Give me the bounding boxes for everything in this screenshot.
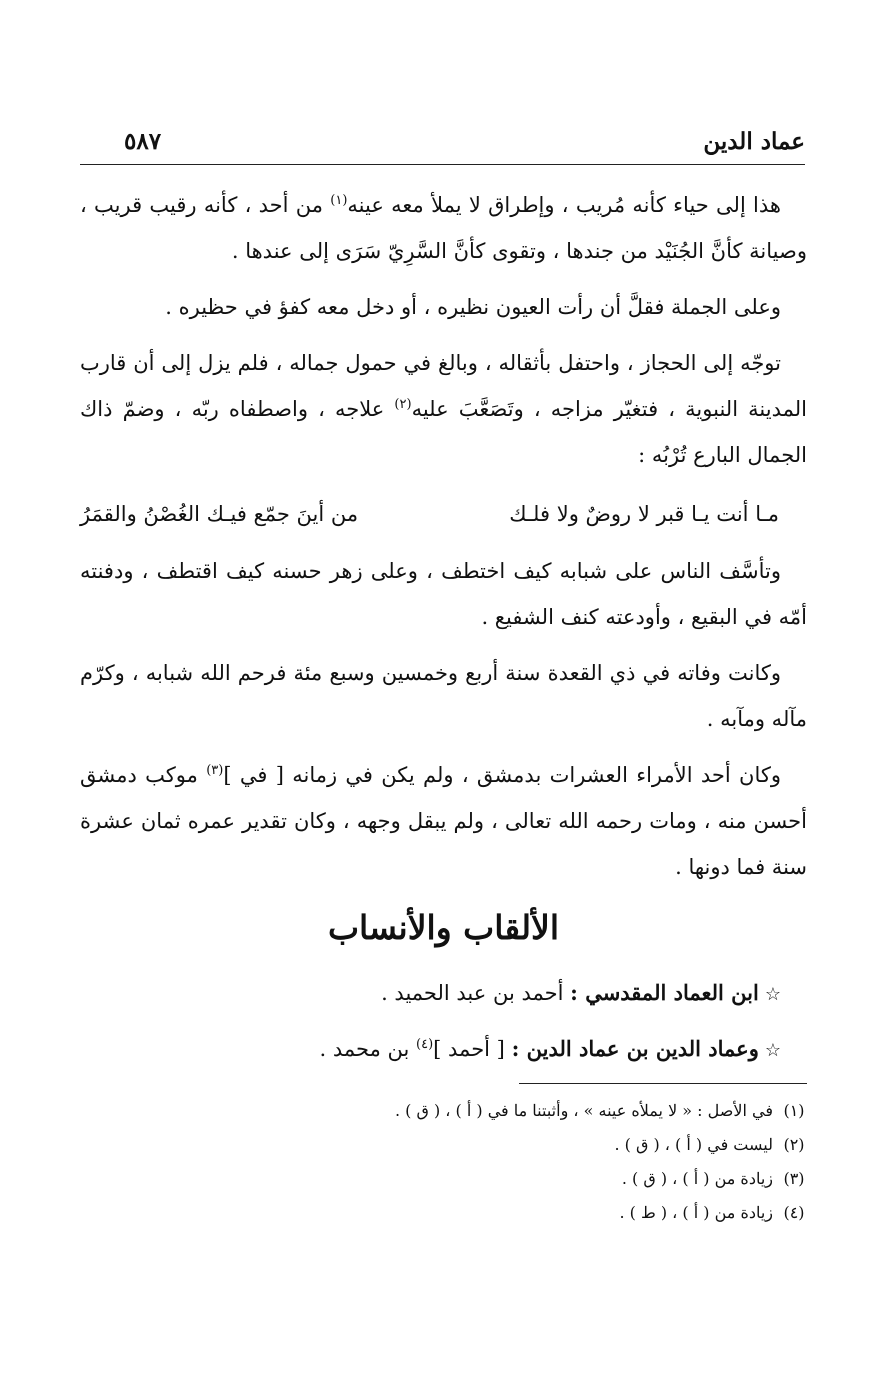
paragraph-6-text-continued: موكب دمشق أحسن منه ، ومات رحمه الله تعالى ، ولم يبقل وجهه ، وكان تقدير عمره ثمان عشرة سنة فما دونها . — [80, 763, 807, 879]
main-text — [80, 182, 807, 1078]
paragraph-3-text: توجّه إلى الحجاز ، واحتفل بأثقاله ، وبالغ في حمول جماله ، فلم يزل إلى أن قارب المدينة النبوية ، فتغيّر مزاجه ، وتَصَعَّبَ عليه — [80, 351, 807, 421]
entry-1-key: ابن العماد المقدسي : — [570, 980, 759, 1005]
footnote-number: (٤) — [783, 1203, 805, 1222]
footnote-ref-4: (٤) — [416, 1037, 434, 1052]
poem-verse — [80, 488, 807, 540]
page-number: ٥٨٧ — [124, 128, 162, 155]
entry-1-value: أحمد بن عبد الحميد . — [381, 981, 571, 1005]
entry-1 — [80, 966, 807, 1022]
footnote-ref-2: (٢) — [394, 397, 412, 412]
running-title: عماد الدين — [703, 128, 805, 155]
star-icon: ☆ — [764, 984, 781, 1005]
footnote-ref-1: (١) — [330, 193, 348, 208]
footnote-number: (١) — [783, 1101, 805, 1120]
section-heading: الألقاب والأنساب — [327, 908, 560, 947]
paragraph-3 — [80, 340, 807, 478]
paragraph-1 — [80, 182, 807, 274]
paragraph-1-text-continued: من أحد ، كأنه رقيب قريب ، وصيانة كأنَّ الجُنَيْد من جندها ، وتقوى كأنَّ السَّرِيّ سَرَى إلى عندها . — [80, 193, 807, 263]
page-header — [80, 118, 805, 165]
footnote-2 — [100, 1128, 815, 1162]
verse-first-hemistich: مـا أنت يـا قبر لا روضٌ ولا فلـك — [509, 502, 779, 526]
entry-2-value-continued: بن محمد . — [319, 1037, 417, 1061]
paragraph-5: وكانت وفاته في ذي القعدة سنة أربع وخمسين وسبع مئة فرحم الله شبابه ، وكرّم مآله ومآبه . — [80, 661, 807, 731]
footnote-divider — [519, 1083, 807, 1084]
entry-2-value: [ أحمد ] — [433, 1037, 512, 1061]
footnote-3 — [100, 1162, 815, 1196]
footnote-4 — [100, 1196, 815, 1230]
footnote-text: زيادة من ( أ ) ، ( ط ) . — [619, 1203, 773, 1222]
footnotes — [100, 1094, 815, 1230]
footnote-ref-3: (٣) — [206, 763, 224, 778]
footnote-text: في الأصل : « لا يملأه عينه » ، وأثبتنا ما في ( أ ) ، ( ق ) . — [394, 1101, 773, 1120]
paragraph-1-text: هذا إلى حياء كأنه مُريب ، وإطراق لا يملأ معه عينه — [347, 193, 781, 217]
paragraph-3-text-continued: علاجه ، واصطفاه ربّه ، وضمّ ذاك الجمال البارع تُرْبُه : — [80, 397, 807, 467]
paragraph-6-text: وكان أحد الأمراء العشرات بدمشق ، ولم يكن في زمانه [ في ] — [223, 763, 781, 787]
footnote-1 — [100, 1094, 815, 1128]
verse-second-hemistich: من أينَ جمّع فيـك الغُصْنُ والقمَرُ — [80, 502, 359, 526]
entry-2-key: وعماد الدين بن عماد الدين : — [511, 1036, 759, 1061]
footnote-text: زيادة من ( أ ) ، ( ق ) . — [621, 1169, 773, 1188]
paragraph-4: وتأسَّف الناس على شبابه كيف اختطف ، وعلى زهر حسنه كيف اقتطف ، ودفنته أمّه في البقيع ، وأودعته كنف الشفيع . — [80, 559, 807, 629]
paragraph-6 — [80, 752, 807, 890]
paragraph-2: وعلى الجملة فقلَّ أن رأت العيون نظيره ، أو دخل معه كفؤ في حظيره . — [165, 295, 781, 319]
entry-2 — [80, 1022, 807, 1078]
footnote-number: (٣) — [783, 1169, 805, 1188]
star-icon: ☆ — [764, 1040, 781, 1061]
footnote-number: (٢) — [783, 1135, 805, 1154]
footnote-text: ليست في ( أ ) ، ( ق ) . — [614, 1135, 773, 1154]
